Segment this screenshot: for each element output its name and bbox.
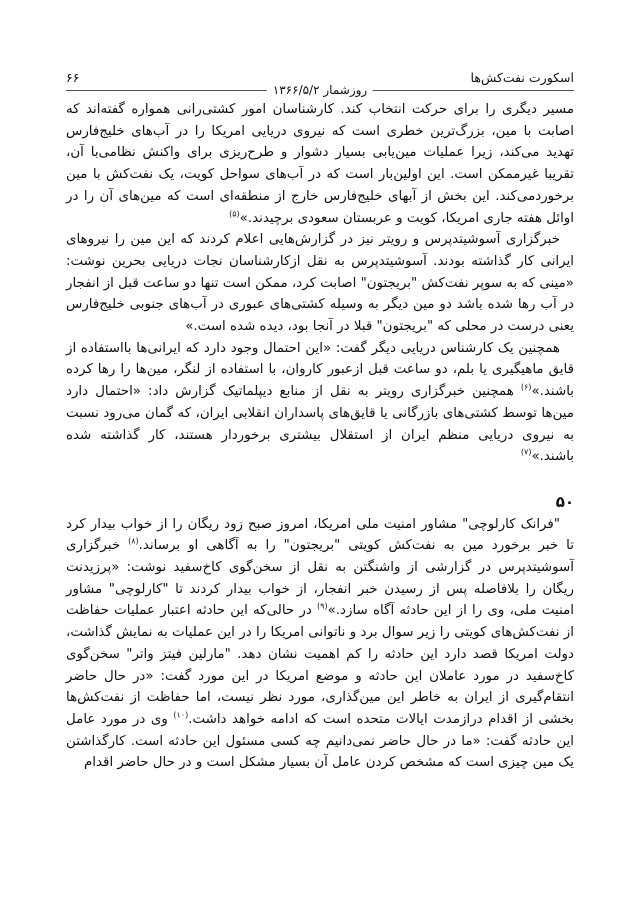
paragraph: "فرانک کارلوچی" مشاور امنیت ملی امریکا، امروز صبح زود ریگان را از خواب بیدار کرد تا خبر برخورد مین به نفت‌کش کویتی "بریجتون" را به آگاهی او برساند.$^{(۸)}$ خبرگزاری آسوشیتدپرس در گزارشی از واشنگتن به نقل از سخن‌گوی کاخ‌سفید نوشت: «پرزیدنت ریگان را بلافاصله پس از رسیدن خبر انفجار، از خواب بیدار کردند تا "کارلوچی" مشاور امنیت ملی، وی را از این حادثه آگاه سازد.»$^{(۹)}$ در حالی‌که این حادثه اعتبار عملیات حفاظت از نفت‌کش‌های کویتی را زیر سوال برد و ناتوانی امریکا را در این عملیات به نمایش گذاشت، دولت امریکا قصد دارد این حادثه را کم اهمیت نشان دهد. "مارلین فیتز واتر" سخن‌گوی کاخ‌سفید در مورد عاملان این حادثه و موضع امریکا در این مورد گفت: «در حال حاضر انتقام‌گیری از ایران به خاطر این مین‌گذاری، مورد نظر نیست، اما حفاظت از نفت‌کش‌ها بخشی از اقدام درازمدت ایالات متحده است که ادامه خواهد داشت.$^{(۱۰)}$ وی در مورد عامل این حادثه گفت: «ما در حال حاضر نمی‌دانیم چه کسی مسئول این حادثه است. کارگذاشتن یک مین چیزی است که مشخص کردن عامل آن بسیار مشکل است و در حال حاضر اقدام [66,516,575,771]
paragraph: همچنین یک کارشناس دریایی دیگر گفت: «این احتمال وجود دارد که ایرانی‌ها بااستفاده از قایق ماهیگیری یا بلم، دو ساعت قبل ازعبور کاروان، با استفاده از لنگر، مین‌ها را رها کرده باشند.»$^{(۶)}$ همچنین خبرگزاری رویتر به نقل از منابع دیپلماتیک گزارش داد: «احتمال دارد مین‌ها توسط کشتی‌های بازرگانی یا قایق‌های پاسداران انقلابی ایران، که گمان می‌رود نسبت به نیروی دریایی منظم ایران از استقلال بیشتری برخوردار هستند، کار گذاشته شده باشند.»$^{(۷)}$ [66,340,574,465]
footnote-ref: (۵) [229,209,240,219]
paragraph: خبرگزاری آسوشیتدپرس و رویتر نیز در گزارش‌هایی اعلام کردند که این مین را نیروهای ایرانی کار گذاشته بودند. آسوشیتدپرس به نقل ازکارشناسان نجات دریایی بحرین نوشت: «مینی که به سوپر نفت‌کش "بریجتون" اصابت کرد، ممکن است تنها دو ساعت قبل از انفجار در آب رها شده باشد دو مین دیگر به وسیله کشتی‌های عبوری در آب‌های جنوبی خلیج‌فارس یعنی درست در محلی که "بریجتون" قبلا در آنجا بود، دیده شده است.» [66,232,574,335]
diary-date: روزشمار ۱۳۶۶/۵/۲ [267,83,373,97]
footnote-ref: (۷) [520,447,532,457]
section-number: ۵۰ [555,492,574,511]
running-title: اسکورت نفت‌کش‌ها [470,70,574,85]
footnote-ref: (۶) [520,382,532,392]
footnote-ref: (۱۰) [173,710,189,720]
footnote-ref: (۹) [317,601,328,611]
book-page [66,0,574,901]
paragraph: مسیر دیگری را برای حرکت انتخاب کند. کارشناسان امور کشتی‌رانی همواره گفته‌اند که اصابت با مین، بزرگ‌ترین خطری است که نیروی دریایی امریکا را در آب‌های خلیج‌فارس تهدید می‌کند، زیرا عملیات مین‌یابی بسیار دشوار و طرح‌ریزی برای واکنش نظامی‌با آن، تقریبا غیرممکن است. این اولین‌بار است که در آب‌های سواحل کویت، یک نفت‌کش با مین برخوردمی‌کند. این بخش از آبهای خلیج‌فارس خارج از منطقه‌ای است که مین‌های آن را در اوائل هفته جاری امریکا، کویت و عربستان سعودی برچیدند.»$^{(۵)}$ [66,102,574,226]
body-text [66,99,574,774]
page-header [66,70,574,96]
footnote-ref: (۸) [128,536,139,546]
page-number: ۶۶ [66,70,80,85]
